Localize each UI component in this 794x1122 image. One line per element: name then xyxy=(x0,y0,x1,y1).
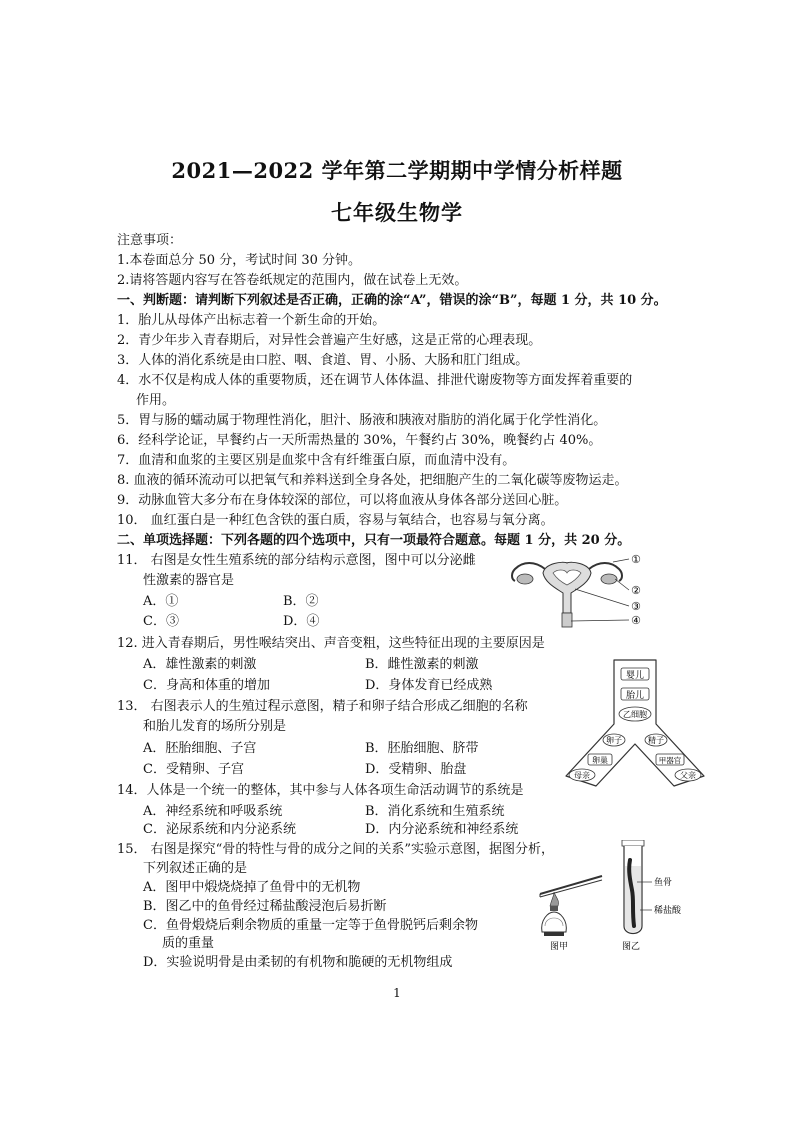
option-d: D．内分泌系统和神经系统 xyxy=(365,822,519,837)
option-d: D．实验说明骨是由柔韧的有机物和脆硬的无机物组成 xyxy=(143,955,453,970)
question-11-stem-continued: 性激素的器官是 xyxy=(143,573,235,588)
option-b: B．图乙中的鱼骨经过稀盐酸浸泡后易折断 xyxy=(143,899,387,914)
question-13-stem: 13． 右图表示人的生殖过程示意图，精子和卵子结合形成乙细胞的名称 xyxy=(117,699,528,714)
figure-label-b: 图乙 xyxy=(622,942,641,952)
diagram-label-baby: 婴儿 xyxy=(625,671,645,681)
option-c-continued: 质的重量 xyxy=(162,936,215,951)
question-14-stem: 14．人体是一个统一的整体，其中参与人体各项生命活动调节的系统是 xyxy=(117,783,524,798)
question-1: 1．胎儿从母体产出标志着一个新生命的开始。 xyxy=(117,313,386,328)
figure-label-acid: 稀盐酸 xyxy=(654,906,682,916)
notice-heading: 注意事项： xyxy=(117,233,183,248)
diagram-label-organ: 甲器官 xyxy=(658,756,682,765)
question-4: 4．水不仅是构成人体的重要物质，还在调节人体体温、排泄代谢废物等方面发挥着重要的 xyxy=(117,373,633,388)
question-15-stem: 15． 右图是探究“骨的特性与骨的成分之间的关系”实验示意图，据图分析， xyxy=(117,842,554,857)
diagram-label-fetus: 胎儿 xyxy=(625,691,645,701)
option-a: A．神经系统和呼吸系统 xyxy=(143,804,283,819)
diagram-label-mother: 母亲 xyxy=(574,771,590,780)
notice-item: 2.请将答题内容写在答卷纸规定的范围内，做在试卷上无效。 xyxy=(117,273,468,288)
diagram-label-cell: 乙细胞 xyxy=(623,710,647,719)
question-4-continued: 作用。 xyxy=(136,393,176,408)
option-a: A．雄性激素的刺激 xyxy=(143,657,257,672)
diagram-label-sperm: 精子 xyxy=(648,736,664,745)
question-9: 9．动脉血管大多分布在身体较深的部位，可以将血液从身体各部分送回心脏。 xyxy=(117,493,568,508)
question-2: 2．青少年步入青春期后，对异性会普遍产生好感，这是正常的心理表现。 xyxy=(117,333,542,348)
option-c: C．③ xyxy=(143,614,179,629)
question-3: 3．人体的消化系统是由口腔、咽、食道、胃、小肠、大肠和肛门组成。 xyxy=(117,353,529,368)
question-11-stem: 11． 右图是女性生殖系统的部分结构示意图，图中可以分泌雌 xyxy=(117,553,476,568)
page-number: 1 xyxy=(393,986,401,1000)
question-13-stem-continued: 和胎儿发育的场所分别是 xyxy=(143,719,287,734)
question-15-stem-continued: 下列叙述正确的是 xyxy=(143,861,248,876)
option-b: B．② xyxy=(283,594,319,609)
diagram-label-ovary: 卵巢 xyxy=(592,756,608,765)
figure-label-fishbone: 鱼骨 xyxy=(654,878,673,888)
option-d: D．身体发育已经成熟 xyxy=(365,678,493,693)
diagram-label-egg: 卵子 xyxy=(606,736,622,745)
option-c: C．鱼骨煅烧后剩余物质的重量一定等于鱼骨脱钙后剩余物 xyxy=(143,918,478,933)
notice-item: 1.本卷面总分 50 分，考试时间 30 分钟。 xyxy=(117,253,362,268)
question-7: 7．血清和血浆的主要区别是血浆中含有纤维蛋白原，而血清中没有。 xyxy=(117,453,516,468)
option-b: B．消化系统和生殖系统 xyxy=(365,804,505,819)
question-6: 6．经科学论证，早餐约占一天所需热量的 30%，午餐约占 30%，晚餐约占 40%。 xyxy=(117,433,602,448)
option-a: A．图甲中煅烧烧掉了鱼骨中的无机物 xyxy=(143,880,361,895)
figure-label-a: 图甲 xyxy=(550,942,569,952)
question-8: 8. 血液的循环流动可以把氧气和养料送到全身各处，把细胞产生的二氧化碳等废物运走。 xyxy=(117,473,628,488)
section2-heading: 二、单项选择题：下列各题的四个选项中，只有一项最符合题意。每题 1 分，共 20 分。 xyxy=(117,533,631,548)
bone-experiment-figure xyxy=(534,840,704,952)
question-12-stem: 12. 进入青春期后，男性喉结突出、声音变粗，这些特征出现的主要原因是 xyxy=(117,636,545,651)
exam-title: 2021—2022 学年第二学期期中学情分析样题 xyxy=(171,158,623,183)
figure-label: ① xyxy=(631,553,641,566)
option-b: B．胚胎细胞、脐带 xyxy=(365,741,479,756)
question-10: 10． 血红蛋白是一种红色含铁的蛋白质，容易与氧结合，也容易与氧分离。 xyxy=(117,513,554,528)
option-c: C．泌尿系统和内分泌系统 xyxy=(143,822,296,837)
exam-subtitle: 七年级生物学 xyxy=(331,200,463,225)
option-c: C．身高和体重的增加 xyxy=(143,678,270,693)
option-a: A．① xyxy=(143,594,179,609)
figure-label: ② xyxy=(631,584,641,597)
reproduction-process-diagram xyxy=(562,658,708,788)
option-d: D．受精卵、胎盘 xyxy=(365,762,467,777)
female-reproductive-figure xyxy=(505,549,655,629)
figure-label: ③ xyxy=(631,600,641,613)
diagram-label-father: 父亲 xyxy=(680,771,696,780)
option-a: A．胚胎细胞、子宫 xyxy=(143,741,257,756)
option-d: D．④ xyxy=(283,614,320,629)
option-b: B．雌性激素的刺激 xyxy=(365,657,479,672)
section1-heading: 一、判断题：请判断下列叙述是否正确，正确的涂“A”，错误的涂“B”，每题 1 分，共 10 分。 xyxy=(117,293,667,308)
option-c: C．受精卵、子宫 xyxy=(143,762,244,777)
figure-label: ④ xyxy=(631,614,641,627)
question-5: 5．胃与肠的蠕动属于物理性消化，胆汁、肠液和胰液对脂肪的消化属于化学性消化。 xyxy=(117,413,607,428)
